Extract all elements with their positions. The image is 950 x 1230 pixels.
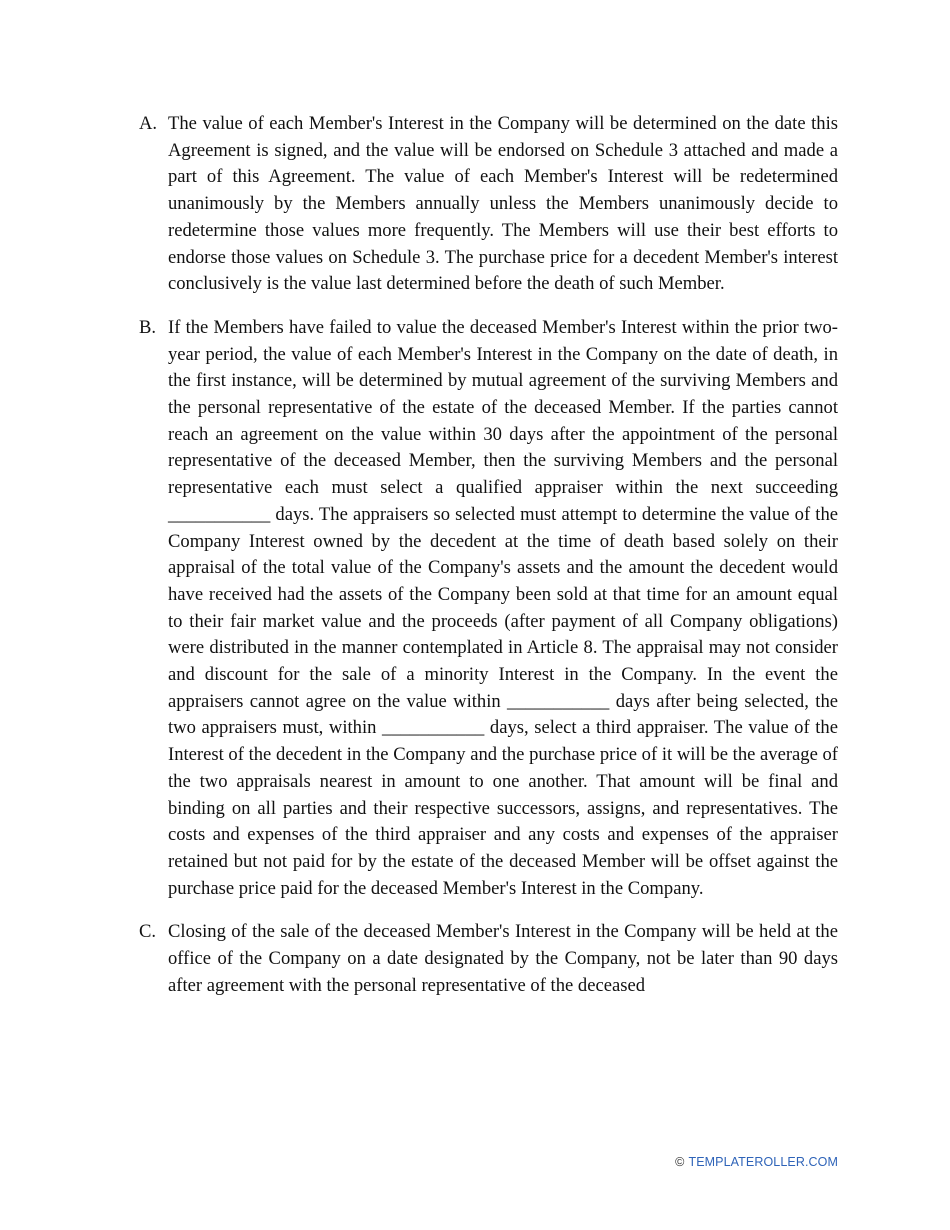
copyright-symbol: ©	[675, 1155, 685, 1169]
section-b	[139, 315, 838, 902]
section-a	[139, 111, 838, 298]
page-footer	[675, 1154, 838, 1170]
section-b-marker: B.	[139, 316, 157, 338]
document-body	[139, 111, 838, 1017]
section-c-text: Closing of the sale of the deceased Member's Interest in the Company will be held at the office of the Company on a date designated by the Company, not be later than 90 days after agreement with the personal representative of the deceased	[168, 921, 838, 996]
section-a-marker: A.	[139, 113, 158, 134]
section-b-text: If the Members have failed to value the deceased Member's Interest within the prior two-year period, the value of each Member's Interest in the Company on the date of death, in the first instance, will be determined by mutual agreement of the surviving Members and the personal representative of the estate of the deceased Member. If the parties cannot reach an agreement on the value within 30 days after the appointment of the personal representative of the deceased Member, then the surviving Members and the personal representative each must select a qualified appraiser within the next succeeding ___________ days. The appraisers so selected must attempt to determine the value of the Company Interest owned by the decedent at the time of death based solely on their appraisal of the total value of the Company's assets and the amount the decedent would have received had the assets of the Company been sold at that time for an amount equal to their fair market value and the proceeds (after payment of all Company obligations) were distributed in the manner contemplated in Article 8. The appraisal may not consider and discount for the sale of a minority Interest in the Company. In the event the appraisers cannot agree on the value within ___________ days after being selected, the two appraisers must, within ___________ days, select a third appraiser. The value of the Interest of the decedent in the Company and the purchase price of it will be the average of the two appraisals nearest in amount to one another. That amount will be final and binding on all parties and their respective successors, assigns, and representatives. The costs and expenses of the third appraiser and any costs and expenses of the appraiser retained but not paid for by the estate of the deceased Member will be offset against the purchase price paid for the deceased Member's Interest in the Company.	[168, 316, 838, 899]
section-c-marker: C.	[139, 921, 157, 943]
section-c	[139, 919, 838, 999]
section-a-text: The value of each Member's Interest in the Company will be determined on the date this Agreement is signed, and the value will be endorsed on Schedule 3 attached and made a part of this Agreement. The value of each Member's Interest will be redetermined unanimously by the Members annually unless the Members unanimously decide to redetermine those values more frequently. The Members will use their best efforts to endorse those values on Schedule 3. The purchase price for a decedent Member's interest conclusively is the value last determined before the death of such Member.	[168, 113, 838, 295]
templateroller-link[interactable]: TEMPLATEROLLER.COM	[688, 1155, 838, 1169]
